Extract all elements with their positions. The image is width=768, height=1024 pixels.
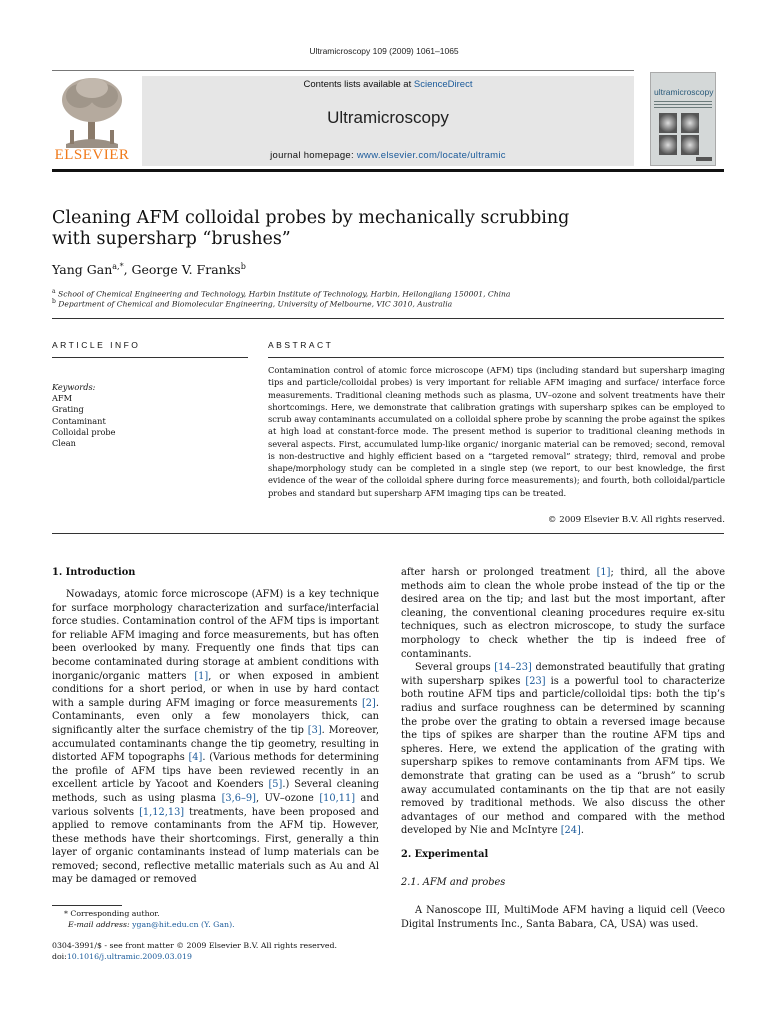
affiliation-b [52,298,452,309]
article-info-heading: ARTICLE INFO [52,340,141,350]
citation-link[interactable]: [10,11] [319,792,356,804]
issn-doi-block [52,940,337,962]
author-2-affiliation-marker[interactable]: b [240,262,246,271]
citation-link[interactable]: [3,6–9] [221,792,256,804]
cover-title: ultramicroscopy [654,87,714,97]
title-line-2: with supersharp “brushes” [52,229,291,249]
footnote-rule [52,905,122,906]
issn-line: 0304-3991/$ - see front matter © 2009 Elsevier B.V. All rights reserved. [52,941,337,950]
author-1-affiliation-marker[interactable]: a,* [112,262,124,271]
email-link[interactable]: ygan@hit.edu.cn (Y. Gan). [132,920,235,929]
cover-text-lines [654,101,712,109]
subsection-heading: 2.1. AFM and probes [401,877,506,888]
citation-link[interactable]: [14–23] [494,662,532,674]
doi-line [52,951,337,962]
cover-image-1 [659,113,677,133]
email-note [68,919,235,930]
text-run: ; third, all the above methods aim to clean the whole probe instead of the tip or the desired area on the tip; and last but the most important, after cleaning, the conventional cleaning procedures require ex-situ techniques, such as electron microscope, to study the surface morphology to check whether the tip is indeed free of contaminants. [401,567,726,660]
doi-link[interactable]: 10.1016/j.ultramic.2009.03.019 [66,952,192,961]
citation-link[interactable]: [3] [307,724,322,736]
contents-line [142,79,634,90]
body-right-column [401,566,725,838]
journal-name: Ultramicroscopy [327,108,449,127]
homepage-prefix: journal homepage: [270,150,357,161]
experimental-text [401,904,725,931]
article-title [52,208,672,250]
text-run: . (Various methods for determining the profile of AFM tips have been reviewed recently in an excellent article by Yacoot and Koenders [52,752,379,791]
text-run: and various solvents [52,792,379,818]
text-run: demonstrated beautifully that grating with supersharp spikes [401,662,725,687]
homepage-line [142,150,634,161]
affiliation-b-marker: b [52,298,56,305]
citation-link[interactable]: [1] [596,567,611,578]
abstract-rule [268,357,724,358]
affiliation-rule [52,318,724,319]
text-run: Nowadays, atomic force microscope (AFM) is a key technique for surface morphology characterization and surface/interfacial force studies. Contamination control of the AFM tips is important for reliable AFM imaging and force measurements, but has often been overlooked by many. Frequently one finds that tips can become contaminated during storage at ambient conditions with inorganic/organic matters [52,589,379,682]
experimental-paragraph-1: A Nanoscope III, MultiMode AFM having a liquid cell (Veeco Digital Instruments Inc., Santa Babara, CA, USA) was used. [401,905,725,930]
right-paragraph-1 [401,566,725,661]
citation-link[interactable]: [24] [560,825,581,837]
journal-header [52,72,634,166]
right-paragraph-2 [401,661,725,838]
header-top-rule [52,70,634,71]
cover-image-4 [681,135,699,155]
citation-link[interactable]: [23] [525,675,546,687]
abstract-heading: ABSTRACT [268,340,334,350]
doi-label: doi: [52,952,67,961]
elsevier-logo[interactable] [52,74,132,166]
citation-link[interactable]: [4] [188,752,203,764]
citation-link[interactable]: [1,12,13] [139,806,185,818]
keyword-item: AFM [52,393,72,404]
text-run: is a powerful tool to characterize both routine AFM tips and particle/colloidal tips: both the tip’s radius and surface roughness can be determined by scanning the probe over the grating to obtain a reversed image because the tips of spikes are sharper than the routine AFM tips and spheres. Here, we extend the application of the grating with supersharp spikes to remove contaminants from AFM tips. We demonstrate that grating can be used as a “brush” to scrub away accumulated contaminants on the tip that are not easily removed by traditional methods. We also discuss the other advantages of our method and compared with the method developed by Nie and McIntyre [401,675,725,837]
abstract-copyright: © 2009 Elsevier B.V. All rights reserved. [547,515,725,525]
keyword-item: Clean [52,438,76,449]
body-left-column [52,588,379,887]
text-run: . Contaminants, even only a few monolayers thick, can significantly alter the surface chemistry of the tip [52,697,379,736]
contents-prefix: Contents lists available at [303,79,414,90]
keyword-item: Grating [52,404,84,415]
cover-image-2 [681,113,699,133]
text-run: after harsh or prolonged treatment [401,567,597,578]
author-1[interactable]: Yang Gan [52,262,113,278]
header-bottom-rule [52,169,724,172]
corresponding-author-note: * Corresponding author. [64,909,160,918]
text-run: treatments, have been proposed and applied to remove contaminants from the AFM tip. However, these methods have their shortcomings. First, generally a thin layer of organic contaminants instead of lump materials can be removed; second, reflective metallic materials such as Au and Al may be damaged or removed [52,806,379,886]
abstract-bottom-rule [52,533,724,534]
keyword-item: Colloidal probe [52,426,116,437]
journal-cover-thumbnail[interactable] [650,72,716,166]
introduction-heading: 1. Introduction [52,567,136,578]
experimental-heading: 2. Experimental [401,849,489,860]
keyword-item: Contaminant [52,415,106,426]
sciencedirect-link[interactable]: ScienceDirect [413,79,473,90]
citation-link[interactable]: [1] [194,670,209,682]
email-label: E-mail address: [68,920,133,929]
affiliation-a-text: School of Chemical Engineering and Technology, Harbin Institute of Technology, Harbin, Heilongjiang 150001, China [55,289,511,299]
text-run: . Moreover, accumulated contaminants change the tip geometry, resulting in distorted AFM topographs [52,724,379,764]
citation-link[interactable]: [2] [361,697,376,709]
citation-link[interactable]: [5] [268,779,283,791]
text-run: . [580,825,584,837]
author-separator: , [123,262,132,278]
text-run: , UV–ozone [255,792,320,804]
elsevier-wordmark: ELSEVIER [54,147,130,163]
text-run: Several groups [415,662,495,674]
elsevier-tree-icon [52,74,132,154]
text-run: .) Several cleaning methods, such as using plasma [52,779,379,804]
title-line-1: Cleaning AFM colloidal probes by mechanically scrubbing [52,208,570,228]
author-list [52,262,246,277]
keywords-label: Keywords: [52,382,96,392]
journal-reference: Ultramicroscopy 109 (2009) 1061–1065 [309,46,459,56]
article-info-rule [52,357,248,358]
intro-paragraph-1 [52,588,379,887]
affiliation-a-marker: a [52,288,56,295]
cover-footer-mark [696,157,712,161]
abstract-text: Contamination control of atomic force microscope (AFM) tips (including standard but supersharp imaging tips and particle/colloidal probes) is very important for reliable AFM imaging and surface/ interface force measurements. Traditional cleaning methods such as plasma, UV–ozone and solvent treatments have their shortcomings. Here, we demonstrate that calibration gratings with supersharp spikes can be employed to scrub away contaminants accumulated on a colloidal sphere probe by scanning the probe against the spikes at high load at constant-force mode. The present method is superior to traditional cleaning methods in several aspects. First, accumulated lump-like organic/ inorganic material can be removed; second, removal is non-destructive and highly efficient based on a “targeted removal” strategy; third, removal and probe shape/morphology study can be completed in a single step (we report, to our best knowledge, the first evidence of the wear of the colloidal sphere during force measurements); and fourth, both colloidal/particle probes and standard but supersharp AFM imaging tips can be treated. [268,365,725,498]
keywords-block [52,382,116,449]
text-run: , or when exposed in ambient conditions for a short period, or when in use by hard contact with a sample during AFM imaging or force measurements [52,670,379,709]
cover-image-3 [659,135,677,155]
homepage-link[interactable]: www.elsevier.com/locate/ultramic [356,150,506,161]
affiliation-a [52,288,510,299]
affiliation-b-text: Department of Chemical and Biomolecular Engineering, University of Melbourne, VIC 3010, Australia [55,299,453,309]
author-2[interactable]: George V. Franks [131,262,241,278]
